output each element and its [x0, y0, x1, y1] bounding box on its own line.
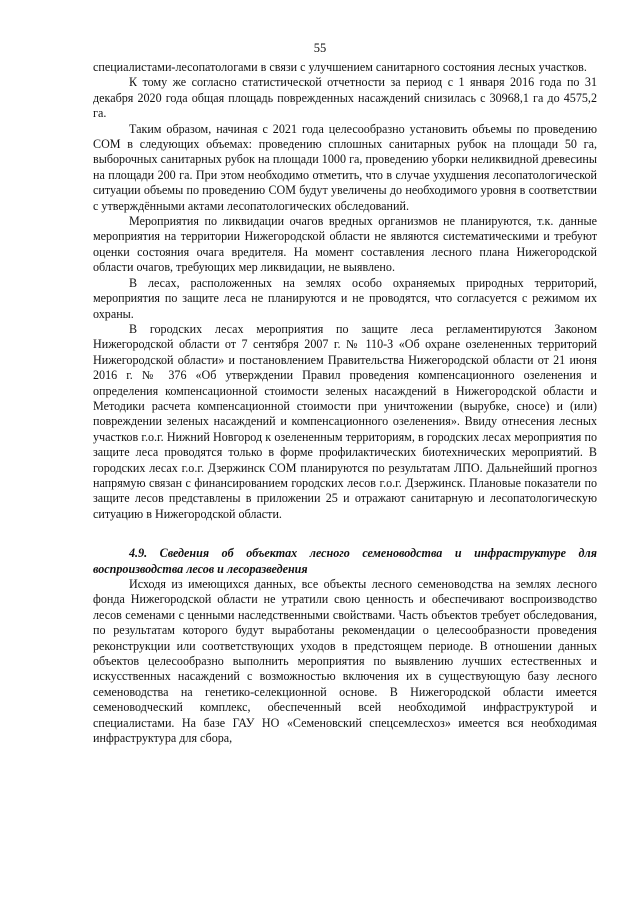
page-number: 55 — [313, 41, 327, 55]
paragraph-protected-areas: В лесах, расположенных на землях особо охраняемых природных территорий, мероприятия по защите леса не планируются и не проводятся, что согласуется с режимом их охраны. — [93, 275, 597, 321]
page-body — [93, 60, 597, 746]
section-heading: 4.9. Сведения об объектах лесного семеноводства и инфраструктуре для воспроизводства лесов и лесоразведения — [93, 546, 597, 576]
paragraph-continuation: специалистами-лесопатологами в связи с улучшением санитарного состояния лесных участков. — [93, 60, 587, 74]
paragraph-statistics: К тому же согласно статистической отчетности за период с 1 января 2016 года по 31 декабря 2020 года общая площадь поврежденных насаждений снизилась с 30968,1 га до 4575,2 га. — [93, 75, 597, 121]
paragraph-urban-forests: В городских лесах мероприятия по защите леса регламентируются Законом Нижегородской области от 7 сентября 2007 г. № 110-З «Об охране озелененных территорий Нижегородской области» и постановлением Правительства Нижегородской области от 21 июня 2016 г. № 376 «Об утверждении Правил проведения компенсационного озеленения и определения компенсационной стоимости зеленых насаждений в Нижегородской области и Методики расчета компенсационной стоимости при уничтожении (вырубке, сносе) и (или) повреждении зеленых насаждений и компенсационного озеленения». Ввиду отнесения лесных участков г.о.г. Нижний Новгород к озелененным территориям, в городских лесах мероприятия по защите леса проводятся только в форме профилактических биотехнических мероприятий. В городских лесах г.о.г. Дзержинск СОМ планируются по результатам ЛПО. Дальнейший прогноз напрямую связан с финансированием городских лесов г.о.г. Дзержинск. Плановые показатели по защите лесов представлены в приложении 25 и отражают санитарную и лесопатологическую ситуацию в Нижегородской области. — [93, 321, 597, 521]
paragraph-seed-production: Исходя из имеющихся данных, все объекты лесного семеноводства на землях лесного фонда Нижегородской области не утратили свою ценность и обеспечивают воспроизводство лесов семенами с ценными наследственными свойствами. Часть объектов требует обследования, по результатам которого будут выработаны рекомендации о целесообразности проведения реконструкции или соответствующих уходов в предстоящем периоде. В отношении данных объектов целесообразно выполнить мероприятия по выявлению лучших естественных и искусственных насаждений с возможностью включения их в существующую базу лесного семеноводства на генетико-селекционной основе. В Нижегородской области имеется семеноводческий комплекс, обеспеченный всей необходимой инфраструктурой и специалистами. На базе ГАУ НО «Семеновский спецсемлесхоз» имеется вся необходимая инфраструктура для сбора, — [93, 577, 597, 746]
paragraph-pest-elimination: Мероприятия по ликвидации очагов вредных организмов не планируются, т.к. данные мероприятия на территории Нижегородской области не являются систематическими и требуют оценки состояния очага вредителя. На момент составления лесного плана Нижегородской области очагов, требующих мер ликвидации, не выявлено. — [93, 214, 597, 275]
paragraph-som-volumes: Таким образом, начиная с 2021 года целесообразно установить объемы по проведению СОМ в следующих объемах: проведению сплошных санитарных рубок на площади 50 га, выборочных санитарных рубок на площади 1000 га, проведению уборки неликвидной древесины на площади 200 га. При этом необходимо отметить, что в случае ухудшения лесопатологической ситуации объемы по проведению СОМ будут увеличены до необходимого уровня в соответствии с утверждёнными актами лесопатологических обследований. — [93, 121, 597, 213]
